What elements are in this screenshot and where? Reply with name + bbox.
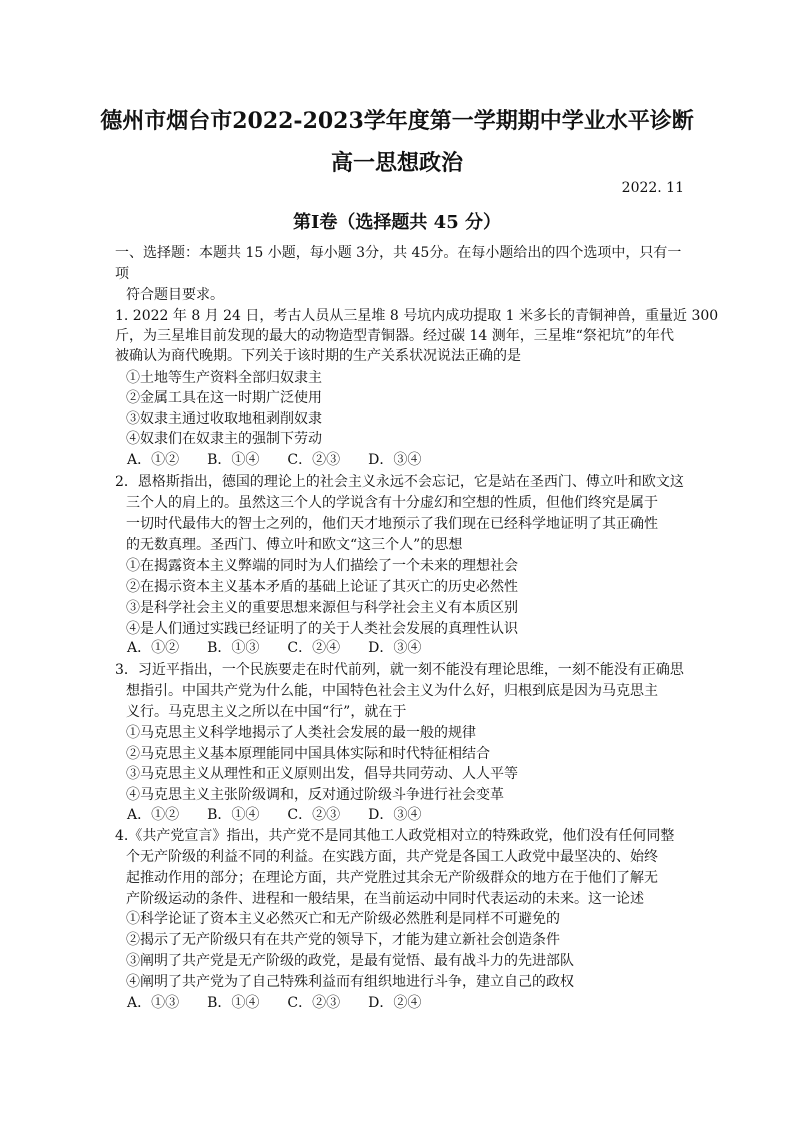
question-2-stem: 一切时代最伟大的智士之列的，他们天才地预示了我们现在已经科学地证明了其正确性 (126, 516, 658, 532)
option-d: D．③④ (368, 452, 422, 468)
question-2-options (127, 638, 421, 658)
instructions-line: 一、选择题：本题共 15 小题，每小题 3分，共 45分。在每小题给出的四个选项中，只有一 (115, 245, 682, 261)
question-2-item: ③是科学社会主义的重要思想来源但与科学社会主义有本质区别 (126, 600, 518, 616)
question-1-item: ①土地等生产资料全部归奴隶主 (126, 370, 322, 386)
question-3-options (127, 805, 421, 825)
question-2-stem: 2．恩格斯指出，德国的理论上的社会主义永远不会忘记，它是站在圣西门、傅立叶和欧文这 (115, 474, 684, 490)
section-title: 第I卷（选择题共 45 分） (292, 212, 501, 233)
question-4-stem: 起推动作用的部分；在理论方面，共产党胜过其余无产阶级群众的地方在于他们了解无 (126, 870, 658, 886)
option-d: D．③④ (368, 640, 422, 656)
question-3-item: ④马克思主义主张阶级调和，反对通过阶级斗争进行社会变革 (126, 787, 504, 803)
question-1-item: ②金属工具在这一时期广泛使用 (126, 390, 322, 406)
option-c: C．②③ (287, 452, 341, 468)
question-4-item: ④阐明了共产党为了自己特殊利益而有组织地进行斗争，建立自己的政权 (126, 974, 574, 990)
instructions-line: 项 (115, 266, 129, 282)
question-1-stem: 斤，为三星堆目前发现的最大的动物造型青铜器。经过碳 14 测年，三星堆“祭祀坑”的年代 (115, 328, 675, 344)
question-2-item: ①在揭露资本主义弊端的同时为人们描绘了一个未来的理想社会 (126, 558, 518, 574)
question-4-item: ①科学论证了资本主义必然灭亡和无产阶级必然胜利是同样不可避免的 (126, 911, 560, 927)
exam-subtitle: 高一思想政治 (330, 150, 463, 176)
question-1-options (127, 450, 421, 470)
exam-date: 2022. 11 (621, 180, 684, 196)
option-a: A．①② (127, 452, 180, 468)
question-3-item: ③马克思主义从理性和正义原则出发，倡导共同劳动、人人平等 (126, 766, 518, 782)
question-4-item: ②揭示了无产阶级只有在共产党的领导下，才能为建立新社会创造条件 (126, 932, 560, 948)
question-3-stem: 想指引。中国共产党为什么能，中国特色社会主义为什么好，归根到底是因为马克思主 (126, 683, 658, 699)
question-4-item: ③阐明了共产党是无产阶级的政党，是最有觉悟、最有战斗力的先进部队 (126, 953, 574, 969)
option-b: B．①③ (207, 640, 260, 656)
question-3-stem: 3．习近平指出，一个民族要走在时代前列，就一刻不能没有理论思维，一刻不能没有正确思 (115, 662, 684, 678)
question-2-item: ②在揭示资本主义基本矛盾的基础上论证了其灭亡的历史必然性 (126, 579, 518, 595)
option-a: A．①② (127, 640, 180, 656)
question-4-options (127, 993, 421, 1013)
option-a: A．①② (127, 807, 180, 823)
question-2-item: ④是人们通过实践已经证明了的关于人类社会发展的真理性认识 (126, 621, 518, 637)
question-3-stem: 义行。马克思主义之所以在中国“行”，就在于 (126, 704, 407, 720)
option-b: B．①④ (207, 452, 260, 468)
option-d: D．③④ (368, 807, 422, 823)
question-3-item: ②马克思主义基本原理能同中国具体实际和时代特征相结合 (126, 746, 490, 762)
option-a: A．①③ (127, 995, 180, 1011)
question-4-stem: 个无产阶级的利益不同的利益。在实践方面，共产党是各国工人政党中最坚决的、始终 (126, 849, 658, 865)
question-2-stem: 的无数真理。圣西门、傅立叶和欧文“这三个人”的思想 (126, 537, 463, 553)
question-1-item: ③奴隶主通过收取地租剥削奴隶 (126, 411, 322, 427)
question-1-stem: 被确认为商代晚期。下列关于该时期的生产关系状况说法正确的是 (115, 348, 521, 364)
question-3-item: ①马克思主义科学地揭示了人类社会发展的最一般的规律 (126, 725, 476, 741)
option-b: B．①④ (207, 807, 260, 823)
question-1-stem: 1. 2022 年 8 月 24 日，考古人员从三星堆 8 号坑内成功提取 1 米多长的青铜神兽，重量近 300 (115, 308, 719, 324)
option-d: D．②④ (368, 995, 422, 1011)
question-1-item: ④奴隶们在奴隶主的强制下劳动 (126, 431, 322, 447)
question-4-stem: 4.《共产党宣言》指出，共产党不是同其他工人政党相对立的特殊政党，他们没有任何同整 (115, 828, 675, 844)
option-c: C．②③ (287, 807, 341, 823)
instructions-line: 符合题目要求。 (126, 287, 224, 303)
option-b: B．①④ (207, 995, 260, 1011)
question-4-stem: 产阶级运动的条件、进程和一般结果，在当前运动中同时代表运动的未来。这一论述 (126, 891, 644, 907)
question-2-stem: 三个人的肩上的。虽然这三个人的学说含有十分虚幻和空想的性质，但他们终究是属于 (126, 495, 658, 511)
option-c: C．②④ (287, 640, 341, 656)
option-c: C．②③ (287, 995, 341, 1011)
exam-title: 德州市烟台市2022-2023学年度第一学期期中学业水平诊断 (100, 108, 694, 134)
